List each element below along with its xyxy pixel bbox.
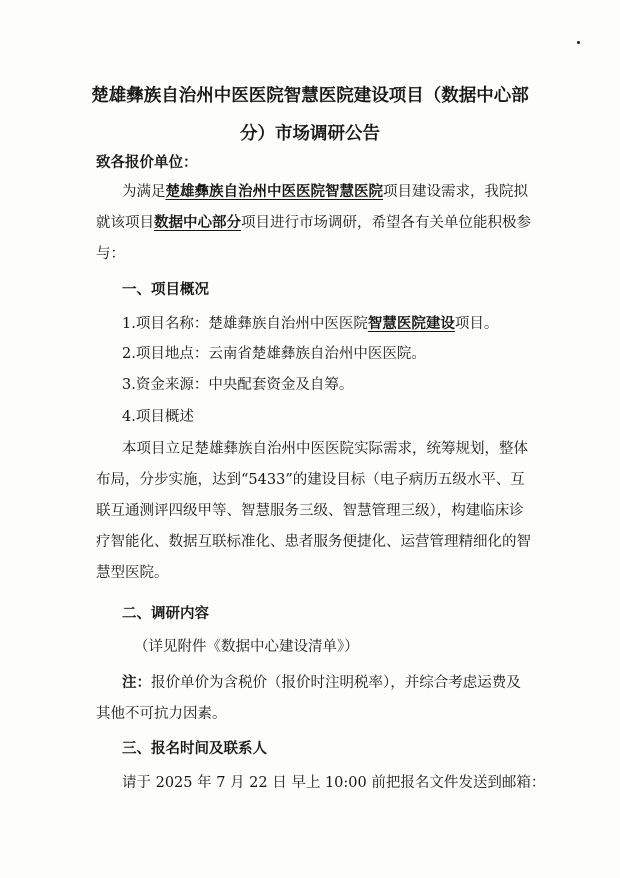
overview-line: 疗智能化、数据互联标准化、患者服务便捷化、运营管理精细化的智 — [96, 534, 531, 550]
overview-line: 联互通测评四级甲等、智慧服务三级、智慧管理三级），构建临床诊 — [96, 503, 524, 519]
overview-line: 慧型医院。 — [96, 565, 169, 581]
note-line-1 — [122, 672, 521, 694]
intro-line-1 — [122, 181, 528, 203]
scan-speck — [577, 41, 580, 44]
intro-text: 项目进行市场调研，希望各有关单位能积极参 — [241, 215, 531, 231]
section-2-heading: 二、调研内容 — [122, 606, 209, 622]
notice-title-line-1: 楚雄彝族自治州中医医院智慧医院建设项目（数据中心部 — [91, 86, 529, 106]
note-line-2: 其他不可抗力因素。 — [96, 706, 227, 722]
attachment-reference: （详见附件《数据中心建设清单》） — [134, 639, 359, 655]
note-label: 注： — [122, 675, 151, 691]
note-text: 报价单价为含税价（报价时注明税率），并综合考虑运费及 — [151, 675, 521, 691]
project-name-item — [122, 313, 498, 335]
project-name-underlined: 智慧医院建设 — [367, 315, 455, 332]
intro-line-3: 与： — [96, 246, 125, 262]
registration-deadline-line: 请于 2025 年 7 月 22 日 早上 10:00 前把报名文件发送到邮箱： — [122, 775, 546, 791]
intro-line-2 — [96, 212, 531, 234]
project-overview-item: 4.项目概述 — [122, 409, 194, 425]
section-1-heading: 一、项目概况 — [122, 282, 209, 298]
intro-text: 就该项目 — [96, 215, 154, 231]
project-location-item: 2.项目地点：云南省楚雄彝族自治州中医医院。 — [122, 346, 426, 362]
item-text: 1.项目名称：楚雄彝族自治州中医医院 — [122, 316, 368, 332]
overview-line: 本项目立足楚雄彝族自治州中医医院实际需求，统筹规划，整体 — [122, 441, 528, 457]
notice-title-line-2: 分）市场调研公告 — [240, 124, 380, 144]
item-text: 项目。 — [454, 316, 499, 332]
section-3-heading: 三、报名时间及联系人 — [122, 741, 267, 757]
hospital-name-underlined: 楚雄彝族自治州中医医院智慧医院 — [165, 183, 383, 200]
funding-source-item: 3.资金来源：中央配套资金及自筹。 — [122, 377, 354, 393]
overview-line: 布局，分步实施，达到“5433”的建设目标（电子病历五级水平、互 — [96, 472, 525, 488]
intro-text: 为满足 — [122, 184, 166, 200]
data-center-underlined: 数据中心部分 — [154, 214, 241, 231]
salutation: 致各报价单位： — [96, 155, 198, 171]
intro-text: 项目建设需求，我院拟 — [383, 184, 528, 200]
